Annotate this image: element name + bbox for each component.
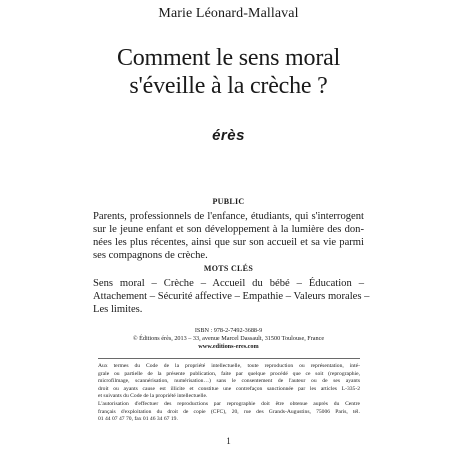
public-line: sur le jeune enfant et son développement à la lumière des don- <box>93 224 364 235</box>
page-number: 1 <box>226 436 231 446</box>
divider <box>98 358 360 359</box>
copyright: © Éditions érès, 2013 – 33, avenue Marcel Dassault, 31500 Toulouse, France <box>132 335 325 343</box>
public-heading: PUBLIC <box>212 197 245 206</box>
legal-line: et suivants du Code de la propriété intellectuelle. <box>98 393 208 400</box>
legal-line: français d'exploitation du droit de copie (CFC), 20, rue des Grands-Augustins, 75006 Paris, tél. <box>98 408 360 415</box>
title-line-1: Comment le sens moral <box>116 45 341 71</box>
publisher-website: www.editions-eres.com <box>198 343 259 351</box>
legal-line: Aux termes du Code de la propriété intellectuelle, toute reproduction ou représentation, inté- <box>98 363 360 369</box>
isbn: ISBN : 978-2-7492-3688-9 <box>194 327 263 334</box>
author-name: Marie Léonard-Mallaval <box>158 6 299 21</box>
public-line: ses compagnons de crèche. <box>93 250 208 261</box>
keywords-line: Les limites. <box>93 304 143 315</box>
keywords-heading: MOTS CLÉS <box>203 264 254 273</box>
legal-line: grale ou partielle de la présente publication, faite par quelque procédé que ce soit (reprographie, <box>98 370 360 377</box>
keywords-line: Sens moral – Crèche – Accueil du bébé – Éducation – <box>93 278 364 289</box>
legal-notice <box>98 363 360 424</box>
keywords-line: Attachement – Sécurité affective – Empathie – Valeurs morales – <box>93 291 370 302</box>
legal-line: 01 44 07 47 70, fax 01 46 34 67 19. <box>98 416 178 423</box>
legal-line: L'autorisation d'effectuer des reproductions par reprographie doit être obtenue auprès du Centre <box>98 400 360 407</box>
publication-info <box>0 327 457 352</box>
legal-line: droit ou ayants cause est illicite et constitue une contrefaçon sanctionnée par les articles L-335-2 <box>98 385 360 392</box>
book-title <box>0 44 457 100</box>
public-description <box>93 210 364 262</box>
keywords-list <box>93 277 370 316</box>
title-line-2: s'éveille à la crèche ? <box>129 73 328 99</box>
legal-line: microfilmage, scannérisation, numérisation…) sans le consentement de l'auteur ou de ses ayants <box>98 378 360 385</box>
public-line: Parents, professionnels de l'enfance, étudiants, qui s'interrogent <box>93 211 364 222</box>
public-line: nées les plus récentes, ainsi que sur son accueil et sa vie parmi <box>93 237 364 248</box>
publisher-logo: érès <box>212 127 245 144</box>
